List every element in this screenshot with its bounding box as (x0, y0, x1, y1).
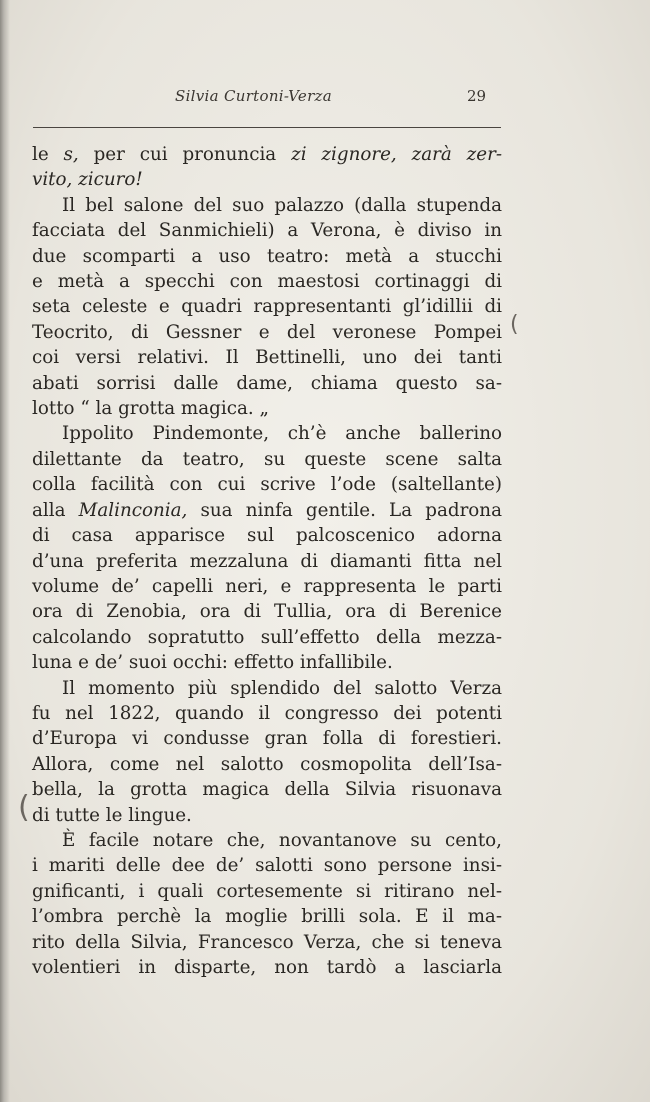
text-run: d’una preferita mezzaluna di diamanti fitta nel (32, 550, 502, 572)
text-line (32, 574, 502, 599)
text-line (32, 320, 502, 345)
text-run: di tutte le lingue. (32, 804, 192, 826)
text-line (32, 472, 502, 497)
text-run: Ippolito Pindemonte, ch’è anche ballerino (62, 423, 502, 445)
text-line (32, 371, 502, 396)
text-run: ora di Zenobia, ora di Tullia, ora di Berenice (32, 601, 502, 623)
text-run: Il momento più splendido del salotto Verza (62, 677, 502, 699)
text-line (32, 777, 502, 802)
text-run: luna e de’ suoi occhi: effetto infallibile. (32, 652, 393, 674)
text-run: gnificanti, i quali cortesemente si ritirano nel- (32, 880, 502, 902)
text-line (32, 244, 502, 269)
text-line (32, 599, 502, 624)
paragraph (32, 421, 502, 675)
text-run: lotto “ la grotta magica. „ (32, 398, 269, 420)
text-run: facciata del Sanmichieli) a Verona, è diviso in (32, 220, 502, 242)
page-header (0, 87, 650, 113)
text-run: zi zignore, zarà zer- (291, 144, 502, 165)
text-line (32, 421, 502, 446)
text-run: di casa apparisce sul palcoscenico adorna (32, 525, 502, 547)
running-title: Silvia Curtoni-Verza (175, 87, 333, 105)
text-run: Il bel salone del suo palazzo (dalla stupenda (62, 194, 502, 216)
paragraph (32, 193, 502, 422)
text-run: coi versi relativi. Il Bettinelli, uno dei tanti (32, 347, 502, 369)
text-line (32, 828, 502, 853)
text-run: rito della Silvia, Francesco Verza, che si teneva (32, 931, 502, 953)
text-line (32, 879, 502, 904)
text-line (32, 726, 502, 751)
text-line (32, 930, 502, 955)
text-line (32, 625, 502, 650)
text-run: volume de’ capelli neri, e rappresenta le parti (32, 575, 502, 597)
text-run: Malinconia, (78, 499, 188, 521)
margin-pencil-mark: ( (510, 312, 519, 337)
text-line (32, 650, 502, 675)
page-number: 29 (467, 87, 487, 105)
text-line (32, 549, 502, 574)
text-run: s, (63, 144, 79, 165)
text-run: Teocrito, di Gessner e del veronese Pompei (32, 321, 502, 343)
text-run: e metà a specchi con maestosi cortinaggi di (32, 271, 502, 293)
text-run: Allora, come nel salotto cosmopolita dell’Isa- (32, 753, 502, 775)
text-run: i mariti delle dee de’ salotti sono persone insi- (32, 855, 502, 877)
text-run: d’Europa vi condusse gran folla di forestieri. (32, 728, 502, 750)
text-run: dilettante da teatro, su queste scene salta (32, 448, 502, 470)
text-run: seta celeste e quadri rappresentanti gl’idillii di (32, 296, 502, 318)
text-line (32, 142, 502, 167)
text-run: bella, la grotta magica della Silvia risuonava (32, 779, 502, 801)
text-line (32, 853, 502, 878)
text-run: calcolando sopratutto sull’effetto della mezza- (32, 626, 502, 648)
page-gutter-shadow (0, 0, 10, 1102)
text-line (32, 193, 502, 218)
text-line (32, 447, 502, 472)
text-line (32, 701, 502, 726)
text-run: sua ninfa gentile. La padrona (187, 499, 502, 521)
text-line (32, 523, 502, 548)
margin-pencil-mark: ( (18, 790, 30, 825)
text-line (32, 396, 502, 421)
text-run: abati sorrisi dalle dame, chiama questo sa- (32, 372, 502, 394)
text-line (32, 167, 502, 192)
text-run: due scomparti a uso teatro: metà a stucchi (32, 245, 502, 267)
text-line (32, 498, 502, 523)
body-text (32, 142, 502, 980)
header-rule (33, 127, 501, 128)
paragraph (32, 676, 502, 828)
text-run: le (32, 144, 64, 165)
text-line (32, 955, 502, 980)
text-line (32, 803, 502, 828)
paragraph (32, 828, 502, 980)
text-run: fu nel 1822, quando il congresso dei potenti (32, 702, 502, 724)
text-line (32, 752, 502, 777)
paragraph (32, 142, 502, 193)
text-run: volentieri in disparte, non tardò a lasciarla (32, 957, 502, 978)
text-run: alla (32, 499, 79, 521)
text-line (32, 294, 502, 319)
text-run: colla facilità con cui scrive l’ode (saltellante) (32, 474, 502, 496)
text-line (32, 218, 502, 243)
text-run: È facile notare che, novantanove su cento, (62, 829, 502, 851)
text-line (32, 904, 502, 929)
text-run: per cui pronuncia (78, 144, 292, 165)
text-run: vito, zicuro! (32, 169, 143, 191)
text-line (32, 345, 502, 370)
text-line (32, 269, 502, 294)
text-run: l’ombra perchè la moglie brilli sola. E il ma- (32, 906, 502, 928)
text-line (32, 676, 502, 701)
